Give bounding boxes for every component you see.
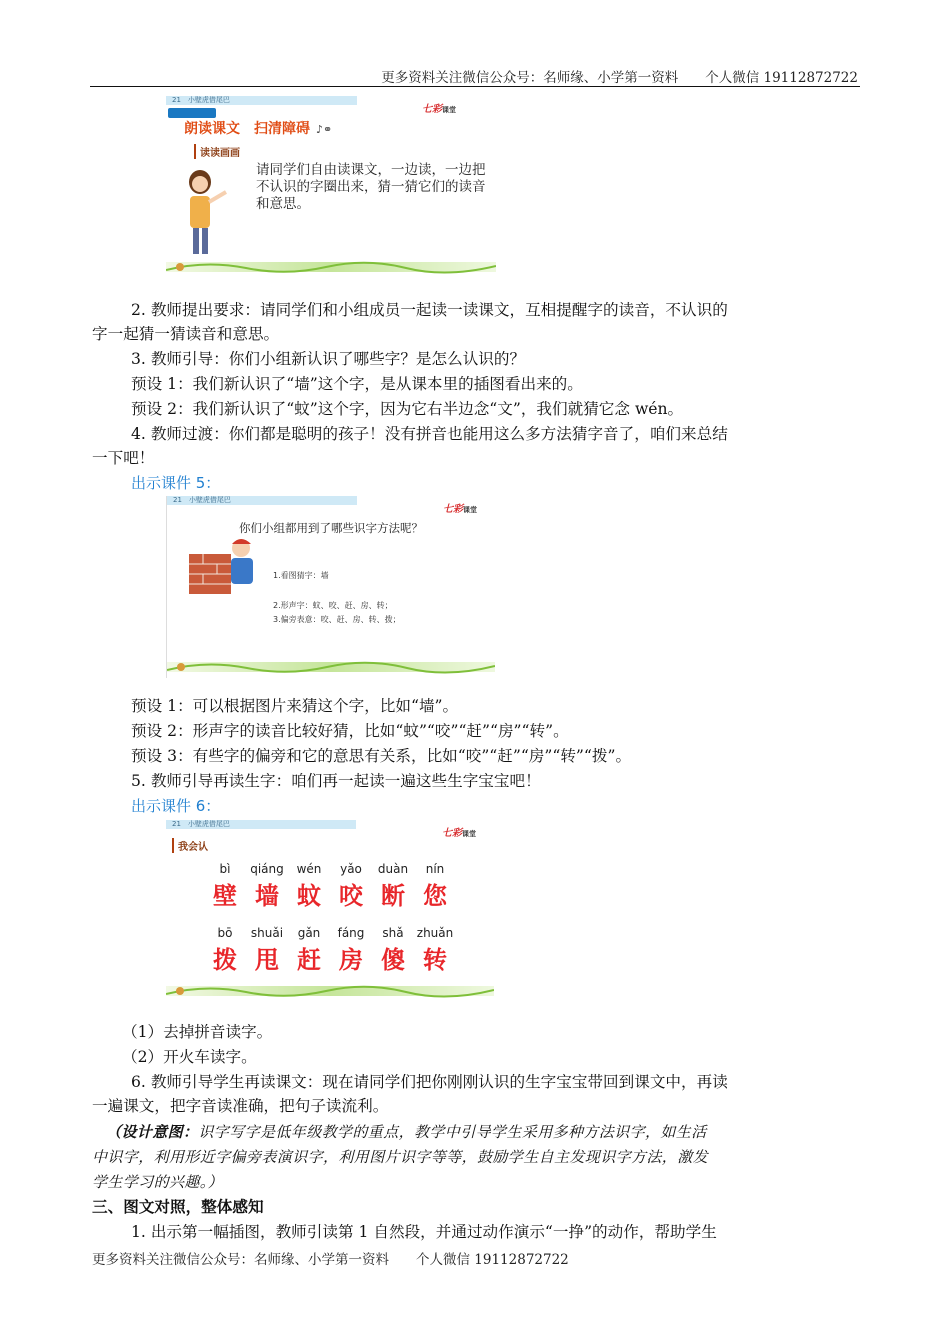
paragraph-4a: 4. 教师过渡：你们都是聪明的孩子！没有拼音也能用这么多方法猜字音了，咱们来总结 (131, 425, 728, 443)
method-2: 2.形声字：蚊、咬、赶、房、转； (273, 601, 393, 610)
pinyin: shuǎi (250, 926, 284, 940)
paragraph-4b: 一下吧！ (92, 449, 155, 467)
character: 甩 (255, 945, 279, 974)
preset-1: 预设 1：我们新认识了“墙”这个字，是从课本里的插图看出来的。 (131, 375, 583, 393)
slide-title: 朗读课文 扫清障碍 ♪⚭ (184, 121, 333, 137)
paragraph-5: 5. 教师引导再读生字：咱们再一起读一遍这些生字宝宝吧！ (131, 772, 541, 790)
preset-1b: 预设 1：可以根据图片来猜这个字，比如“墙”。 (131, 697, 459, 715)
grass-border (166, 980, 494, 1002)
character: 咬 (339, 881, 363, 910)
paragraph-6a: 6. 教师引导学生再读课文：现在请同学们把你刚刚认识的生字宝宝带回到课文中，再读 (131, 1073, 728, 1091)
pinyin: bì (219, 862, 231, 876)
show-slide-5: 出示课件 5： (131, 474, 221, 492)
method-3: 3.偏旁表意：咬、赶、房、转、拨； (273, 615, 401, 624)
slide-lesson-label: 21 小壁虎借尾巴 (172, 820, 230, 828)
slide-tag: 读读画画 (194, 144, 240, 159)
slide-methods (166, 496, 495, 678)
brand-logo: 七彩课堂 (443, 504, 477, 515)
method-1: 1.看图猜字：墙 (273, 571, 329, 580)
show-slide-6: 出示课件 6： (131, 797, 221, 815)
slide-read-aloud (166, 96, 496, 278)
brand-logo: 七彩课堂 (422, 104, 456, 115)
preset-3b: 预设 3：有些字的偏旁和它的意思有关系，比如“咬”“赶”“房”“转”“拨”。 (131, 747, 632, 765)
step-1: （1）去掉拼音读字。 (122, 1023, 273, 1041)
page-header: 更多资料关注微信公众号：名师缘、小学第一资料 个人微信 19112872722 (381, 70, 858, 86)
slide-characters (166, 820, 494, 1002)
paragraph-3: 3. 教师引导：你们小组新认识了哪些字？是怎么认识的？ (131, 350, 526, 368)
page-footer: 更多资料关注微信公众号：名师缘、小学第一资料 个人微信 19112872722 (92, 1252, 569, 1268)
pinyin: yǎo (340, 862, 362, 876)
grass-border (167, 656, 495, 678)
paragraph-2a: 2. 教师提出要求：请同学们和小组成员一起读一读课文，互相提醒字的读音，不认识的 (131, 301, 728, 319)
pinyin: gǎn (297, 926, 321, 940)
section-badge (168, 108, 216, 118)
character: 傻 (381, 945, 405, 974)
brand-logo: 七彩课堂 (442, 828, 476, 839)
slide-question: 你们小组都用到了哪些识字方法呢？ (239, 521, 423, 535)
pinyin-row-1 (204, 862, 456, 876)
pinyin: nín (425, 862, 445, 876)
header-divider (90, 86, 860, 87)
design-intent-c: 学生学习的兴趣。） (92, 1173, 224, 1191)
character: 墙 (255, 881, 279, 910)
pinyin: fáng (337, 926, 365, 940)
paragraph-2b: 字一起猜一猜读音和意思。 (92, 325, 280, 343)
preset-2b: 预设 2：形声字的读音比较好猜，比如“蚊”“咬”“赶”“房”“转”。 (131, 722, 569, 740)
step-2: （2）开火车读字。 (122, 1048, 257, 1066)
slide-lesson-label: 21 小壁虎借尾巴 (173, 496, 231, 504)
audio-icon: ♪⚭ (316, 123, 333, 136)
design-intent-b: 中识字，利用形近字偏旁表演识字，利用图片识字等等，鼓励学生自主发现识字方法，激发 (92, 1148, 709, 1166)
pinyin: zhuǎn (416, 926, 454, 940)
pinyin: qiáng (250, 862, 284, 876)
slide-tag: 我会认 (172, 838, 208, 853)
character: 转 (423, 945, 447, 974)
design-intent-a: （设计意图：识字写字是低年级教学的重点，教学中引导学生采用多种方法识字，如生活 (106, 1123, 707, 1141)
paragraph-7: 1. 出示第一幅插图，教师引读第 1 自然段，并通过动作演示“一挣”的动作，帮助学生 (131, 1223, 717, 1241)
grass-border (166, 256, 496, 278)
character: 赶 (297, 945, 321, 974)
pinyin-row-2 (204, 926, 456, 940)
design-label: （设计意图： (106, 1123, 199, 1141)
character: 壁 (213, 881, 237, 910)
character: 拨 (213, 945, 237, 974)
character: 蚊 (297, 881, 321, 910)
bricklayer-illustration (189, 536, 261, 594)
pinyin: bō (217, 926, 233, 940)
pinyin: wén (296, 862, 322, 876)
slide-instruction: 请同学们自由读课文，一边读，一边把不认识的字圈出来，猜一猜它们的读音和意思。 (256, 162, 486, 212)
preset-2: 预设 2：我们新认识了“蚊”这个字，因为它右半边念“文”，我们就猜它念 wén。 (131, 400, 684, 418)
character: 您 (423, 881, 447, 910)
paragraph-6b: 一遍课文，把字音读准确，把句子读流利。 (92, 1097, 389, 1115)
char-row-2 (204, 940, 456, 975)
pinyin: shǎ (382, 926, 404, 940)
char-row-1 (204, 876, 456, 911)
character: 房 (339, 945, 363, 974)
section-heading-3: 三、图文对照，整体感知 (92, 1198, 264, 1216)
character: 断 (381, 881, 405, 910)
slide-lesson-label: 21 小壁虎借尾巴 (172, 96, 230, 104)
pinyin: duàn (377, 862, 409, 876)
teacher-illustration (176, 166, 228, 258)
